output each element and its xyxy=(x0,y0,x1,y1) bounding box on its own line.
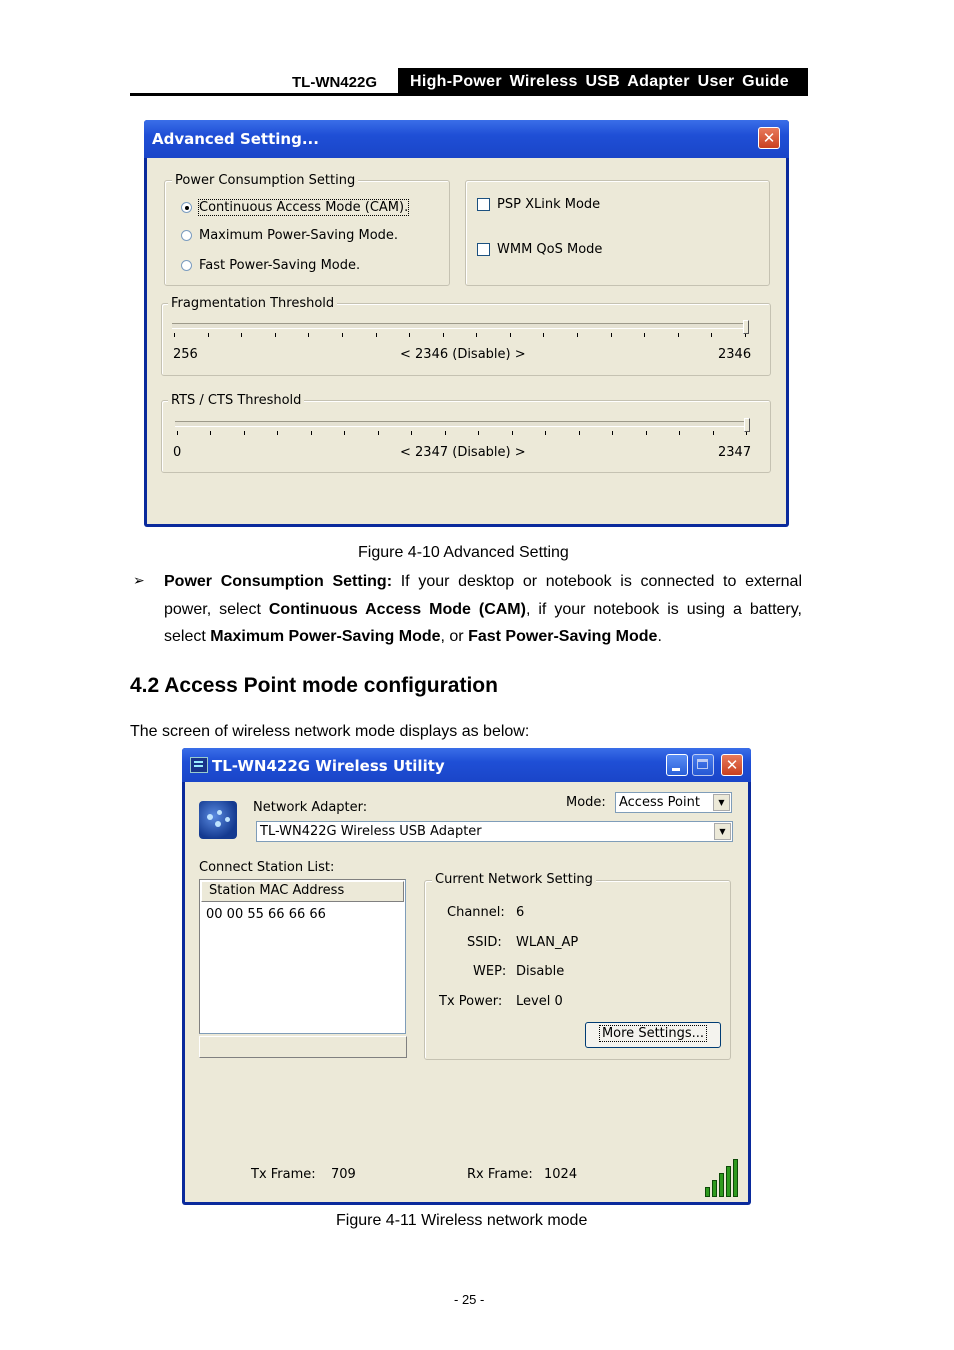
signal-bar xyxy=(712,1180,717,1197)
term-fast-power-saving: Fast Power-Saving Mode xyxy=(468,628,658,645)
minimize-icon[interactable] xyxy=(666,754,688,776)
para-text-2: , if your notebook is using a battery, select xyxy=(164,600,803,645)
advanced-dialog-title: Advanced Setting... xyxy=(152,130,319,148)
slider-tick xyxy=(308,333,309,337)
mode-select[interactable] xyxy=(615,792,732,813)
slider-tick xyxy=(342,333,343,337)
wireless-adapter-icon xyxy=(199,801,237,839)
rts-cts-slider[interactable] xyxy=(175,421,748,427)
mode-label: Mode: xyxy=(566,795,606,810)
radio-cam[interactable] xyxy=(181,202,192,213)
slider-tick xyxy=(612,431,613,435)
slider-tick xyxy=(611,333,612,337)
slider-tick xyxy=(679,431,680,435)
tx-frame-value: 709 xyxy=(331,1167,356,1182)
advanced-dialog-titlebar xyxy=(144,120,789,158)
channel-key: Channel: xyxy=(447,905,505,920)
psp-xlink-label[interactable]: PSP XLink Mode xyxy=(497,197,601,212)
tx-power-key: Tx Power: xyxy=(439,994,503,1009)
mode-select-value: Access Point xyxy=(619,795,700,810)
para-text-1: If your desktop or notebook is connected to external power, select xyxy=(164,573,803,618)
slider-tick xyxy=(311,431,312,435)
bullet-arrow-icon: ➢ xyxy=(133,572,145,588)
adapter-select[interactable] xyxy=(256,821,733,842)
slider-tick xyxy=(378,431,379,435)
slider-tick xyxy=(644,333,645,337)
term-cam: Continuous Access Mode (CAM) xyxy=(268,600,526,618)
utility-title: TL-WN422G Wireless Utility xyxy=(212,757,445,775)
slider-tick xyxy=(344,431,345,435)
rts-cts-min-label: 0 xyxy=(173,445,182,460)
wireless-utility-window xyxy=(182,748,751,1205)
slider-tick xyxy=(577,333,578,337)
rts-cts-slider-thumb[interactable] xyxy=(744,418,750,432)
slider-tick xyxy=(476,333,477,337)
fragmentation-value-label: < 2346 (Disable) > xyxy=(400,347,526,362)
advanced-setting-dialog xyxy=(144,120,789,527)
station-list-footer-bar xyxy=(199,1036,407,1058)
intro-text: The screen of wireless network mode displays as below: xyxy=(130,723,530,740)
slider-tick xyxy=(241,333,242,337)
slider-tick xyxy=(510,333,511,337)
close-icon[interactable]: ✕ xyxy=(721,754,743,776)
radio-fast-power-saving[interactable] xyxy=(181,260,192,271)
ssid-key: SSID: xyxy=(467,935,502,950)
chevron-down-icon[interactable]: ▼ xyxy=(714,823,731,840)
header-guide-title: High-Power Wireless USB Adapter User Guide xyxy=(398,68,808,95)
slider-tick xyxy=(512,431,513,435)
tx-power-value: Level 0 xyxy=(516,994,563,1009)
slider-tick xyxy=(277,431,278,435)
utility-titlebar xyxy=(182,748,751,782)
station-rows xyxy=(206,905,326,925)
maximize-icon[interactable] xyxy=(692,754,714,776)
slider-tick xyxy=(579,431,580,435)
more-settings-label: More Settings... xyxy=(601,1026,705,1041)
power-group-legend: Power Consumption Setting xyxy=(172,173,358,188)
slider-tick xyxy=(445,431,446,435)
signal-strength-icon xyxy=(705,1157,743,1197)
psp-xlink-checkbox[interactable] xyxy=(477,198,490,211)
slider-tick xyxy=(244,431,245,435)
fragmentation-max-label: 2346 xyxy=(718,347,752,362)
fragmentation-slider[interactable] xyxy=(172,323,747,329)
slider-tick xyxy=(177,431,178,435)
network-adapter-label: Network Adapter: xyxy=(253,800,368,815)
figure-caption-wireless: Figure 4-11 Wireless network mode xyxy=(336,1212,588,1229)
slider-tick xyxy=(545,431,546,435)
slider-tick xyxy=(376,333,377,337)
para-text-4: . xyxy=(657,628,662,645)
section-heading: 4.2 Access Point mode configuration xyxy=(130,674,498,697)
term-max-power-saving: Maximum Power-Saving Mode xyxy=(210,628,441,645)
close-icon[interactable]: ✕ xyxy=(758,127,780,149)
fragmentation-group xyxy=(161,303,771,376)
channel-value: 6 xyxy=(516,905,525,920)
signal-bar xyxy=(719,1173,724,1197)
more-settings-button[interactable] xyxy=(585,1022,721,1048)
ssid-value: WLAN_AP xyxy=(516,935,579,950)
slider-tick xyxy=(678,333,679,337)
chevron-down-icon[interactable]: ▼ xyxy=(713,794,730,811)
slider-tick xyxy=(210,431,211,435)
tx-frame-label: Tx Frame: xyxy=(251,1167,316,1182)
slider-tick xyxy=(208,333,209,337)
list-item[interactable]: 00 00 55 66 66 66 xyxy=(206,907,326,922)
rts-cts-value-label: < 2347 (Disable) > xyxy=(400,445,526,460)
station-list[interactable] xyxy=(199,879,406,1034)
header-model: TL-WN422G xyxy=(292,74,378,91)
signal-bar xyxy=(733,1159,738,1197)
slider-tick xyxy=(275,333,276,337)
utility-app-icon xyxy=(190,757,208,773)
fragmentation-slider-thumb[interactable] xyxy=(743,320,749,334)
slider-tick xyxy=(646,431,647,435)
station-mac-column-header[interactable]: Station MAC Address xyxy=(201,881,404,902)
page-number: - 25 - xyxy=(454,1292,485,1307)
fragmentation-min-label: 256 xyxy=(173,347,198,362)
slider-tick xyxy=(174,333,175,337)
radio-max-power-saving[interactable] xyxy=(181,230,192,241)
slider-tick xyxy=(409,333,410,337)
wep-value: Disable xyxy=(516,964,565,979)
signal-bar xyxy=(726,1166,731,1197)
header-rule xyxy=(130,93,808,96)
radio-cam-label[interactable]: Continuous Access Mode (CAM). xyxy=(199,200,409,215)
advanced-dialog-body xyxy=(147,158,786,524)
rts-cts-max-label: 2347 xyxy=(718,445,752,460)
radio-fast-power-saving-label[interactable]: Fast Power-Saving Mode. xyxy=(199,258,361,273)
signal-bar xyxy=(705,1187,710,1197)
wep-key: WEP: xyxy=(473,964,507,979)
rts-cts-legend: RTS / CTS Threshold xyxy=(168,393,304,408)
slider-tick xyxy=(478,431,479,435)
rts-cts-group xyxy=(161,400,771,473)
slider-tick xyxy=(411,431,412,435)
slider-tick xyxy=(713,431,714,435)
slider-tick xyxy=(443,333,444,337)
slider-tick xyxy=(543,333,544,337)
current-network-setting-legend: Current Network Setting xyxy=(432,872,596,887)
rx-frame-label: Rx Frame: xyxy=(467,1167,533,1182)
figure-caption-advanced: Figure 4-10 Advanced Setting xyxy=(358,544,569,561)
connect-station-label: Connect Station List: xyxy=(199,860,335,875)
utility-body xyxy=(185,782,748,1202)
adapter-select-value: TL-WN422G Wireless USB Adapter xyxy=(260,824,482,839)
slider-tick xyxy=(711,333,712,337)
para-text-3: , or xyxy=(440,628,469,645)
fragmentation-legend: Fragmentation Threshold xyxy=(168,296,337,311)
options-group xyxy=(465,180,770,286)
wmm-qos-checkbox[interactable] xyxy=(477,243,490,256)
radio-max-power-saving-label[interactable]: Maximum Power-Saving Mode. xyxy=(199,228,399,243)
term-power-consumption: Power Consumption Setting: xyxy=(164,573,393,590)
power-consumption-paragraph xyxy=(164,568,802,651)
wmm-qos-label[interactable]: WMM QoS Mode xyxy=(497,242,603,257)
rx-frame-value: 1024 xyxy=(544,1167,578,1182)
